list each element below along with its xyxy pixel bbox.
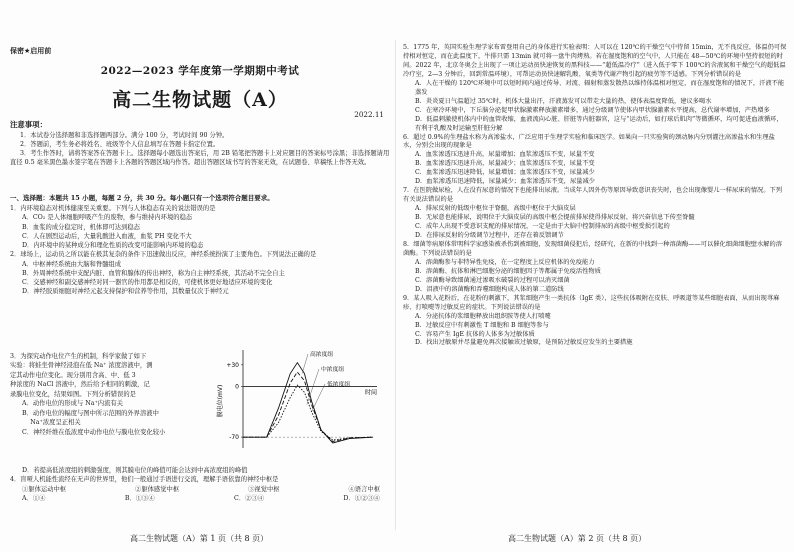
option: C．交感神经和副交感神经对同一器官的作用都是相反的，可使机体更好地适应环境的变化	[22, 279, 273, 286]
question-stem: 7．在医院做尿检，人在没有尿意的情况下也能排出尿液。当成年人因外伤等原因导致意识丧失时，也会出现像婴儿一样尿床的情况。下列有关说法错误的是	[403, 187, 782, 204]
question-stem: 5．1775 年，英国实验生理学家布雷登用自己的身体进行实验表明：人可以在 120℃的干燥空气中待留 15min，无不良反应，体温仍可保持相对恒定，而在此温度下，牛排只需 13min 就可将一盘牛肉烤熟。若在湿度饱和的空气中，人只能在 48—50℃的环境中坚持很短的时间。2022 年，北京冬奥会上出现了一项让运动员快速恢复的黑科技——“超低温冷疗”（进入低于零下 100℃的含液氮和干燥空气的超低温冷疗室，2—3 分钟后，回到常温环境），可帮运动员快速解乳酸、氧类等代谢产物引起的疲劳等不适感。下列分析错误的是	[403, 44, 787, 78]
option: ①躯体运动中枢	[22, 485, 67, 493]
option: A．溶菌酶参与非特异性免疫，在一定程度上反应机体的免疫能力	[415, 258, 595, 266]
option-row	[10, 485, 390, 494]
option: C．成年人出现不受意识支配的排尿情况，一定是由于大脑中控制排尿的高级中枢受损引起的	[415, 223, 670, 231]
option: C．血浆渗透压迅速降低，尿量增加；血浆渗透压不变，尿量减少	[415, 169, 595, 177]
notice-heading: 注意事项：	[10, 120, 47, 129]
option: C．人在剧烈运动后，大量乳酸进入血液，血浆 PH 变化不大	[22, 232, 192, 240]
question-stem: 2．球场上，运动员之所以能在极其复杂的条件下迅速做出反应，神经系统扮演了主要角色。下列说法正确的是	[10, 251, 317, 259]
question-line: 录膜电位变化，结果如图。下列分析错误的是	[10, 390, 136, 398]
question-stem: 4．盲哑人机能性流经在无声的世界里，他们一般通过手语进行交流，理解手语依靠的神经中枢是	[10, 476, 279, 484]
question-3	[10, 352, 210, 437]
answer: C．②③④	[234, 494, 265, 502]
option: D．血浆渗透压迅速降低，尿量减少；血浆渗透压不变，尿量减少	[415, 178, 596, 186]
question-1	[10, 204, 390, 297]
question-stem: 8．细菌等病原体常明科学家感染被杀伤到被细胞，发现细菌侵犯后，经研究，在新的中找到一种溶菌酶——可以催化细菌细胞壁水解的溶菌酶。下列说法错误的是	[403, 240, 782, 257]
y-tick-label: 0	[235, 383, 239, 391]
series-leader	[302, 354, 308, 374]
column-divider	[395, 40, 396, 530]
series-label: 中浓度组	[321, 367, 345, 373]
option: B．血浆渗透压迅速升高，尿量减少；血浆渗透压不变，尿量不变	[415, 160, 595, 168]
question-3-tail-and-4	[10, 466, 390, 503]
option: Na⁺浓度呈正相关	[22, 419, 81, 427]
option: C．容易产生 IgE 抗体的人体多为过敏体质	[415, 330, 535, 338]
x-axis-label: 时间	[364, 389, 377, 397]
page-2-column	[403, 0, 787, 552]
option: D．若提高低浓度组的刺激强度，则其膜电位的峰值可能会达到中高浓度组的峰值	[22, 467, 248, 474]
question-line: 种浓度的 NaCl 溶液中，然后给予相同的刺激，记	[10, 381, 150, 389]
answer: B．①③④	[124, 494, 155, 502]
option: A．动作电位的形成与 Na⁺内流有关	[22, 400, 123, 408]
page-footer: 高二生物试题（A）第 2 页（共 8 页）	[508, 534, 647, 543]
question-line: 定其动作电位变化。现分别用含高、中、低 3	[10, 371, 136, 379]
notice-item: 1．本试卷分选择题和非选择题两部分。满分 100 分，考试时间 90 分钟。	[20, 132, 229, 139]
y-axis-label: 膜电位(mV)	[217, 384, 224, 418]
exam-date: 2022.11	[354, 110, 384, 119]
option: A．CO₂ 是人体细胞呼吸产生的废物，参与维持内环境的稳态	[22, 214, 193, 222]
questions-5-9	[403, 44, 787, 348]
option: B．血浆的成分稳定时，机体即可达到稳态	[22, 223, 140, 231]
series-line-2	[243, 372, 373, 441]
y-tick-label: +30	[226, 361, 239, 369]
option: D．找出过敏原并尽量避免再次接触该过敏原，是预防过敏反应发生的主要措施	[415, 339, 633, 347]
confidential-label: 保密★启用前	[10, 47, 52, 55]
page-footer: 高二生物试题（A）第 1 页（共 8 页）	[130, 534, 269, 543]
option: A．排尿反射的低级中枢位于脊髓，高级中枢位于大脑皮层	[415, 205, 576, 213]
option: A．中枢神经系统由大脑和脊髓组成	[22, 260, 122, 268]
y-tick-label: -70	[229, 434, 239, 442]
question-stem: 6．超过 0.9%的生理盐水称为高渗盐水，广泛应用于生理学实验和临床医学。如果向一只实验狗的颈动脉内分别灌注高渗盐水和生理盐水，分别会出现的现象是	[403, 133, 775, 150]
membrane-potential-chart	[213, 346, 385, 461]
option: B．炎炎夏日气温超过 35℃时，机体大量出汗，汗液蒸发可以带走大量的热，使体表温度降低，建议多喝水	[415, 97, 712, 105]
answer: A．①④	[22, 494, 46, 502]
option: C．溶菌酶导致细菌通过渗吸水破裂的过程可以消灭细菌	[415, 276, 570, 284]
question-line: 3．为探究动作电位产生的机制，科学家做了如下	[10, 353, 147, 360]
question-line: 实验：将蛙坐骨神经浸泡在低 Na⁺ 浓度溶液中，测	[10, 362, 153, 370]
series-label: 高浓度组	[310, 352, 334, 358]
option: C．在寒冷环境中，下丘脑分泌促甲状腺激素释放激素增多，通过分级调节使体内甲状腺激素水平提高，总代谢率增加，产热增多	[415, 106, 770, 114]
option: D．在排尿反射的分级调节过程中，还存在着反馈调节	[415, 232, 564, 240]
option: A．血浆渗透压迅速升高，尿量增加；血浆渗透压不变，尿量不变	[415, 151, 595, 159]
answer-row	[10, 494, 390, 503]
option: B．无尿意也能排尿，说明位于大脑皮层的高级中枢会提前排尿使得排尿反射，将兴奋信息下传至脊髓	[415, 214, 695, 222]
series-label: 低浓度组	[327, 382, 351, 388]
option: C．神经纤维在低浓度中动作电位与膜电位变化较小	[22, 428, 166, 436]
exam-title: 2022—2023 学年度第一学期期中考试	[100, 65, 300, 77]
option: D．神经胶质细胞对神经元起支持保护和营养等作用，其数量仅次于神经元	[22, 288, 229, 296]
series-leader	[312, 384, 325, 412]
option: B．外周神经系统中支配内脏、血管和腺体的传出神经，称为自主神经系统，其活动不完全自主	[22, 269, 285, 277]
notice-list	[10, 131, 390, 167]
option: D．泪液中的溶菌酶和吞噬细胞构成人体的第二道防线	[415, 285, 564, 293]
option: ②躯体感觉中枢	[135, 485, 180, 493]
page-1-column	[10, 0, 390, 552]
notice-item: 3．考生作答时，请将答案答在答题卡上。选择题每小题选出答案后，用 2B 铅笔把答题卡上对应题目的答案标号涂黑；非选择题请用直径 0.5 毫米黑色墨水签字笔在答题卡上各题的答题区域内作答。超出答题区域书写的答案无效，在试题卷、草稿纸上作答无效。	[10, 150, 390, 167]
question-stem: 1．内环境稳态对机体健康至关重要。下列与人体稳态有关的说法错误的是	[10, 205, 216, 212]
section-heading: 一、选择题：本题共 15 小题，每题 2 分，共 30 分。每小题只有一个选项符合题目要求。	[10, 194, 274, 202]
page-title: 高二生物试题（A）	[112, 89, 288, 111]
question-stem: 9．某人吸入花粉后，在花粉的刺激下，其浆细胞产生一类抗体（IgE 类），这些抗体吸附在皮肤、呼吸道等某些细胞表面，从而出现荨麻疹、打喷嚏等过敏反应的症状。下列说法错误的是	[403, 294, 780, 311]
option: ③视觉中枢	[248, 485, 280, 493]
option: B．过敏反应中有刺激性 T 细胞和 B 细胞等参与	[415, 321, 549, 329]
option: D．低温刺激使机体内中的血管收缩，血液流向心脏、肝脏等内脏器官，这与“运动后，如打球后肌肉”等微循环，均可促进血液循环，有利于乳酸及时运输至肝脏分解	[415, 115, 783, 132]
option: ④语言中枢	[348, 485, 380, 493]
option: D．内环境中的某种成分和理化性质的改变可能影响内环境的稳态	[22, 242, 204, 249]
option: B．动作电位的幅度与图中所示范围的外界溶液中	[22, 409, 159, 417]
notice-item: 2．答题前，考生务必将姓名、班级等个人信息填写在答题卡指定位置。	[20, 141, 220, 149]
option: B．溶菌酶、抗体和淋巴细胞分泌的细胞因子等都属于免疫活性物质	[415, 267, 601, 275]
answer: D．①②③④	[343, 494, 380, 502]
option: A．人在干燥的 120℃环境中可以短时间内通过传导、对流、辐射和蒸发散热以维持体温相对恒定，而在湿度饱和的情况下，汗液不能蒸发	[415, 79, 785, 96]
option: A．分泌抗体的浆细胞释放出组织胺等使人打喷嚏	[415, 312, 551, 320]
